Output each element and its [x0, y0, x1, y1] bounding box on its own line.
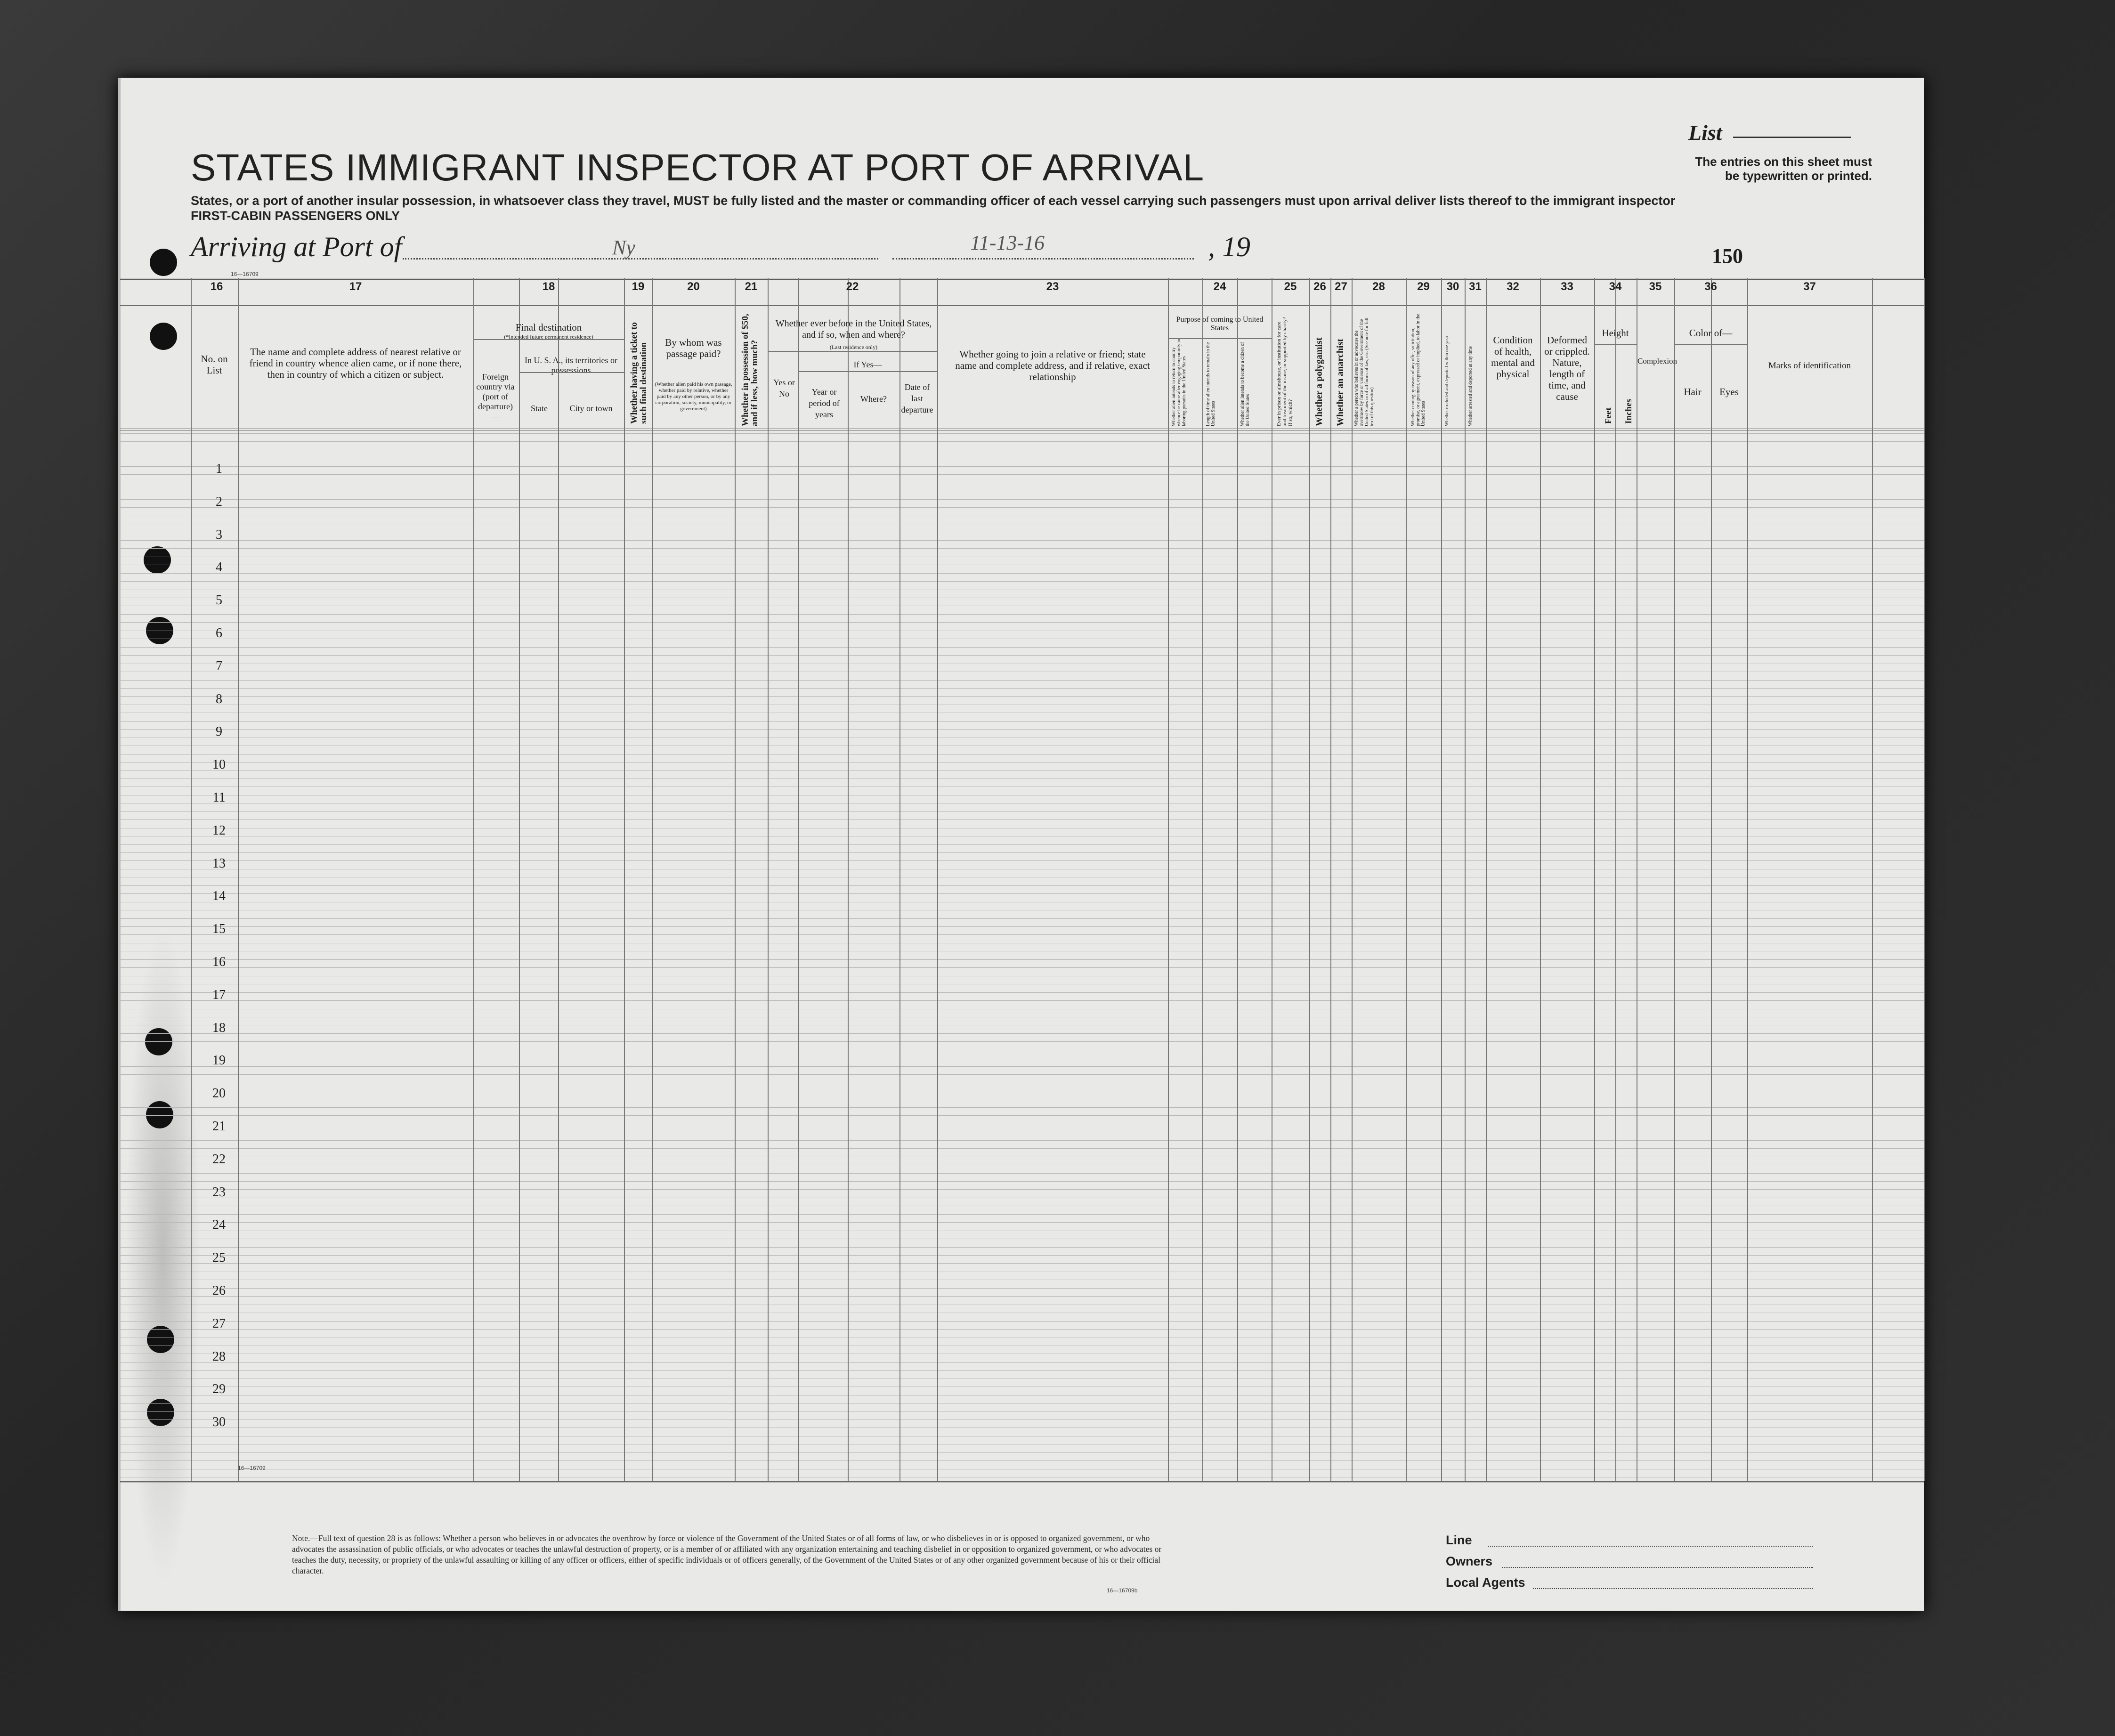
- colnum-37: 37: [1803, 280, 1816, 293]
- owners-field[interactable]: [1502, 1567, 1813, 1568]
- colnum-16: 16: [210, 280, 223, 293]
- row-number: 4: [216, 560, 222, 575]
- row-line: [120, 893, 1924, 894]
- heading-overthrow: Whether a person who believes in or advocates the overthrow by force or violence of the Government of the United States or of all forms of law, etc. (See note for full text of this question): [1354, 317, 1375, 426]
- colnum-21: 21: [745, 280, 758, 293]
- header-notice: [191, 193, 1675, 223]
- punch-hole: [150, 249, 177, 276]
- row-line: [120, 918, 1924, 919]
- row-line: [120, 1033, 1924, 1034]
- row-line: [120, 1000, 1924, 1001]
- column-line: [1330, 278, 1331, 1481]
- colnum-33: 33: [1561, 280, 1573, 293]
- row-line: [120, 696, 1924, 697]
- row-line: [120, 1189, 1924, 1190]
- heading-complexion: Complexion: [1637, 357, 1677, 365]
- heading-no-on-list: No. on List: [201, 353, 228, 376]
- row-line: [120, 581, 1924, 582]
- row-line: [120, 573, 1924, 574]
- row-line: [120, 934, 1924, 935]
- row-line: [120, 540, 1924, 541]
- heading-purpose-citizen: Whether alien intends to become a citizen of the United States: [1240, 342, 1250, 426]
- heading-fifty-dollars: Whether in possession of $50, and if less, how much?: [740, 314, 760, 426]
- row-line: [120, 680, 1924, 681]
- heading-health: Condition of health, mental and physical: [1491, 334, 1535, 380]
- heading-final-destination: Final destination: [515, 322, 582, 333]
- row-line: [120, 466, 1924, 467]
- manifest-table: [120, 278, 1924, 1486]
- subdivider-18: [473, 339, 624, 340]
- column-line: [1168, 278, 1169, 1481]
- row-number: 25: [212, 1250, 226, 1265]
- column-line: [1465, 278, 1466, 1481]
- row-line: [120, 1115, 1924, 1116]
- heading-ever-before: Whether ever before in the United States, and if so, when and where?: [775, 318, 932, 340]
- heading-state: State: [531, 404, 548, 413]
- row-line: [120, 507, 1924, 508]
- column-line: [1352, 278, 1353, 1481]
- list-label: List: [1688, 121, 1722, 145]
- form-number-bottom: 16—16709: [238, 1465, 266, 1471]
- row-number: 7: [216, 658, 222, 673]
- row-number: 10: [212, 757, 226, 772]
- row-line: [120, 474, 1924, 475]
- column-line: [1924, 278, 1925, 1481]
- column-line: [473, 278, 474, 1481]
- row-number: 29: [212, 1382, 226, 1397]
- column-line: [558, 278, 559, 1481]
- row-line: [120, 655, 1924, 656]
- colnum-29: 29: [1417, 280, 1430, 293]
- year-label: , 19: [1208, 231, 1250, 262]
- row-number: 9: [216, 724, 222, 739]
- heading-purpose: Purpose of coming to United States: [1176, 316, 1264, 332]
- footnote-question-28: Note.—Full text of question 28 is as follows: Whether a person who believes in or advocates the overthrow by force or violence of the Government of the United States or of all forms of law, or who disbelieves in or is opposed to organized government, or who advocates the assassination of public officials, or who advocates or teaches the unlawful destruction of property, or is a member of or affiliated with any organization entertaining and teaching disbelief in or opposition to organized government, or who advocates or teaches the duty, necessity, or propriety of the unlawful assaulting or killing of any officer or officers, either of specific individuals or of officers generally, of the Government of the United States or of any other organized government because of his or their official character.: [292, 1533, 1162, 1575]
- row-line: [120, 721, 1924, 722]
- row-line: [120, 647, 1924, 648]
- row-line: [120, 819, 1924, 820]
- heading-purpose-length: Length of time alien intends to remain in the United States: [1206, 342, 1216, 426]
- row-line: [120, 844, 1924, 845]
- column-line: [1309, 278, 1310, 1481]
- column-line: [1594, 278, 1595, 1481]
- heading-eyes: Eyes: [1719, 386, 1739, 397]
- colnum-24: 24: [1213, 280, 1226, 293]
- row-line: [120, 852, 1924, 853]
- heading-offer-labor: Whether coming by reason of any offer, solicitation, promise, or agreement, expressed or implied, to labor in the United States: [1410, 314, 1426, 426]
- column-line: [1540, 278, 1541, 1481]
- row-line: [120, 860, 1924, 861]
- column-line: [735, 278, 736, 1481]
- column-line: [899, 278, 900, 1481]
- date-handwritten: 11-13-16: [970, 231, 1045, 254]
- row-line: [120, 441, 1924, 442]
- colnum-22: 22: [846, 280, 859, 293]
- form-number: 16—16709: [231, 271, 259, 277]
- row-number: 2: [216, 494, 222, 509]
- row-line: [120, 1074, 1924, 1075]
- heading-year-period: Year or period of years: [809, 387, 840, 419]
- header-bottom-rule: [120, 429, 1924, 430]
- column-line: [1441, 278, 1442, 1481]
- form-number-note: 16—16709b: [1107, 1587, 1138, 1594]
- row-line: [120, 1173, 1924, 1174]
- row-number: 18: [212, 1020, 226, 1035]
- heading-anarchist: Whether an anarchist: [1335, 339, 1345, 426]
- table-top-rule: [120, 278, 1924, 280]
- row-line: [120, 1181, 1924, 1182]
- heading-inches: Inches: [1624, 399, 1634, 424]
- row-number: 1: [216, 462, 222, 476]
- date-field[interactable]: [892, 258, 1194, 260]
- heading-city-town: City or town: [569, 404, 613, 413]
- colnum-27: 27: [1335, 280, 1347, 293]
- entries-note-line-2: be typewritten or printed.: [1725, 169, 1872, 183]
- row-number: 6: [216, 626, 222, 641]
- colnum-32: 32: [1507, 280, 1519, 293]
- colnum-rule: [120, 304, 1924, 306]
- colnum-17: 17: [349, 280, 362, 293]
- column-line: [191, 278, 192, 1481]
- subdivider-36: [1674, 344, 1747, 345]
- row-number: 15: [212, 922, 226, 937]
- notice-line-2: FIRST-CABIN PASSENGERS ONLY: [191, 209, 400, 223]
- row-line: [120, 1214, 1924, 1215]
- column-line: [1406, 278, 1407, 1481]
- heading-passage-paid: By whom was passage paid?: [665, 337, 722, 359]
- row-number: 19: [212, 1053, 226, 1068]
- row-line: [120, 499, 1924, 500]
- colnum-19: 19: [632, 280, 645, 293]
- row-number: 12: [212, 823, 226, 838]
- column-line: [798, 278, 799, 1481]
- row-number: 30: [212, 1415, 226, 1430]
- column-line: [848, 278, 849, 1481]
- column-line: [519, 278, 520, 1481]
- subheading-last-residence: (Last residence only): [829, 344, 878, 350]
- entries-note-line-1: The entries on this sheet must: [1695, 154, 1872, 169]
- entries-note: [1620, 154, 1872, 183]
- row-number: 8: [216, 691, 222, 706]
- heading-color-of: Color of—: [1689, 327, 1733, 339]
- row-line: [120, 1140, 1924, 1141]
- heading-purpose-return: Whether alien intends to return to country whence he came after engaging temporarily in laboring pursuits in the United States: [1171, 339, 1187, 426]
- colnum-34: 34: [1609, 280, 1622, 293]
- colnum-25: 25: [1284, 280, 1297, 293]
- heading-foreign-country: Foreign country via (port of departure)—: [476, 372, 515, 421]
- column-line: [652, 278, 653, 1481]
- heading-prison: Ever in prison or almshouse, or institution for care and treatment of the insane, or supported by charity? If so, which?: [1276, 317, 1293, 426]
- row-line: [120, 1148, 1924, 1149]
- column-line: [768, 278, 769, 1481]
- row-number: 28: [212, 1349, 226, 1364]
- colnum-23: 23: [1046, 280, 1059, 293]
- heading-last-departure: Date of last departure: [901, 382, 933, 414]
- heading-ticket: Whether having a ticket to such final destination: [629, 322, 648, 424]
- row-line: [120, 1321, 1924, 1322]
- row-line: [120, 1362, 1924, 1363]
- row-line: [120, 926, 1924, 927]
- row-line: [120, 729, 1924, 730]
- row-number: 27: [212, 1316, 226, 1331]
- column-line: [937, 278, 938, 1481]
- subheading-final-destination: (*Intended future permanent residence): [504, 333, 593, 340]
- row-number: 24: [212, 1217, 226, 1233]
- heading-join-relative: Whether going to join a relative or friend; state name and complete address, and if relative, exact relationship: [955, 349, 1150, 382]
- colnum-28: 28: [1372, 280, 1385, 293]
- owners-label: Owners: [1446, 1554, 1493, 1568]
- heading-marks-identification: Marks of identification: [1768, 361, 1851, 371]
- row-number: 26: [212, 1283, 226, 1298]
- column-line: [624, 278, 625, 1481]
- local-agents-field[interactable]: [1533, 1588, 1813, 1589]
- subdivider-22: [768, 351, 937, 352]
- row-line: [120, 1288, 1924, 1289]
- row-line: [120, 1296, 1924, 1297]
- row-line: [120, 1460, 1924, 1461]
- colnum-26: 26: [1313, 280, 1326, 293]
- subdivider-34: [1594, 344, 1637, 345]
- port-handwritten: Ny: [612, 236, 635, 259]
- colnum-35: 35: [1649, 280, 1662, 293]
- row-number: 3: [216, 527, 222, 542]
- column-line: [1615, 278, 1616, 1481]
- subdivider-24: [1168, 338, 1272, 339]
- row-line: [120, 1066, 1924, 1067]
- row-number: 17: [212, 987, 226, 1002]
- row-line: [120, 622, 1924, 623]
- row-line: [120, 1255, 1924, 1256]
- row-line: [120, 967, 1924, 968]
- row-line: [120, 614, 1924, 615]
- row-number: 5: [216, 593, 222, 608]
- heading-hair: Hair: [1684, 386, 1702, 397]
- page-title: STATES IMMIGRANT INSPECTOR AT PORT OF ARRIVAL: [191, 146, 1205, 188]
- heading-height: Height: [1602, 327, 1629, 339]
- row-number: 16: [212, 955, 226, 969]
- heading-yes-no: Yes or No: [773, 378, 795, 398]
- column-line: [1674, 278, 1675, 1481]
- row-line: [120, 1041, 1924, 1042]
- row-line: [120, 1370, 1924, 1371]
- heading-deformed: Deformed or crippled. Nature, length of time, and cause: [1544, 334, 1590, 402]
- line-label: Line: [1446, 1533, 1472, 1547]
- row-number: 14: [212, 889, 226, 904]
- row-line: [120, 811, 1924, 812]
- column-line: [1872, 278, 1873, 1481]
- subheading-passage-paid: (Whether alien paid his own passage, whether paid by relative, whether paid by any other person, or by any corporation, society, municipality, or government): [655, 381, 732, 412]
- heading-feet: Feet: [1604, 407, 1613, 424]
- row-line: [120, 1263, 1924, 1264]
- heading-if-yes: If Yes—: [853, 360, 882, 369]
- row-line: [120, 433, 1924, 434]
- column-line: [1711, 278, 1712, 1481]
- column-line: [1486, 278, 1487, 1481]
- heading-where: Where?: [860, 394, 887, 404]
- row-number: 20: [212, 1086, 226, 1101]
- heading-nearest-relative: The name and complete address of nearest relative or friend in country whence alien came, or if none there, then in country of which a citizen or subject.: [249, 346, 462, 380]
- row-line: [120, 688, 1924, 689]
- page-number: 150: [1712, 244, 1743, 268]
- column-line: [238, 278, 239, 1481]
- row-number: 11: [212, 790, 226, 805]
- arriving-label: Arriving at Port of: [191, 231, 402, 262]
- row-line: [120, 548, 1924, 549]
- notice-line-1: States, or a port of another insular possession, in whatsoever class they travel, MUST be fully listed and the master or commanding officer of each vessel carrying such passengers must upon arrival deliver lists thereof to the immigrant inspector: [191, 194, 1676, 208]
- heading-in-usa: In U. S. A., its territories or possessions: [525, 356, 617, 375]
- colnum-20: 20: [687, 280, 700, 293]
- row-number: 23: [212, 1184, 226, 1200]
- column-line: [1202, 278, 1203, 1481]
- row-line: [120, 770, 1924, 771]
- row-number: 22: [212, 1152, 226, 1167]
- heading-polygamist: Whether a polygamist: [1314, 337, 1324, 426]
- subdivider-18b: [519, 372, 624, 373]
- list-number-field[interactable]: [1733, 137, 1851, 138]
- port-field[interactable]: [403, 258, 878, 260]
- row-line: [120, 1107, 1924, 1108]
- row-line: [120, 992, 1924, 993]
- table-bottom-rule: [120, 1481, 1924, 1483]
- heading-excluded: Whether excluded and deported within one year: [1444, 335, 1450, 426]
- colnum-18: 18: [542, 280, 555, 293]
- row-line: [120, 1329, 1924, 1330]
- colnum-31: 31: [1469, 280, 1482, 293]
- row-number: 13: [212, 856, 226, 871]
- row-line: [120, 762, 1924, 763]
- row-number: 21: [212, 1119, 226, 1134]
- row-line: [120, 1452, 1924, 1453]
- colnum-30: 30: [1446, 280, 1459, 293]
- column-line: [1747, 278, 1748, 1481]
- heading-arrested: Whether arrested and deported at any time: [1468, 346, 1473, 426]
- colnum-36: 36: [1704, 280, 1717, 293]
- subdivider-22b: [798, 371, 937, 372]
- column-line: [1237, 278, 1238, 1481]
- row-line: [120, 885, 1924, 886]
- local-agents-label: Local Agents: [1446, 1575, 1525, 1590]
- row-line: [120, 959, 1924, 960]
- row-line: [120, 1222, 1924, 1223]
- row-line: [120, 1247, 1924, 1248]
- line-field[interactable]: [1488, 1546, 1813, 1547]
